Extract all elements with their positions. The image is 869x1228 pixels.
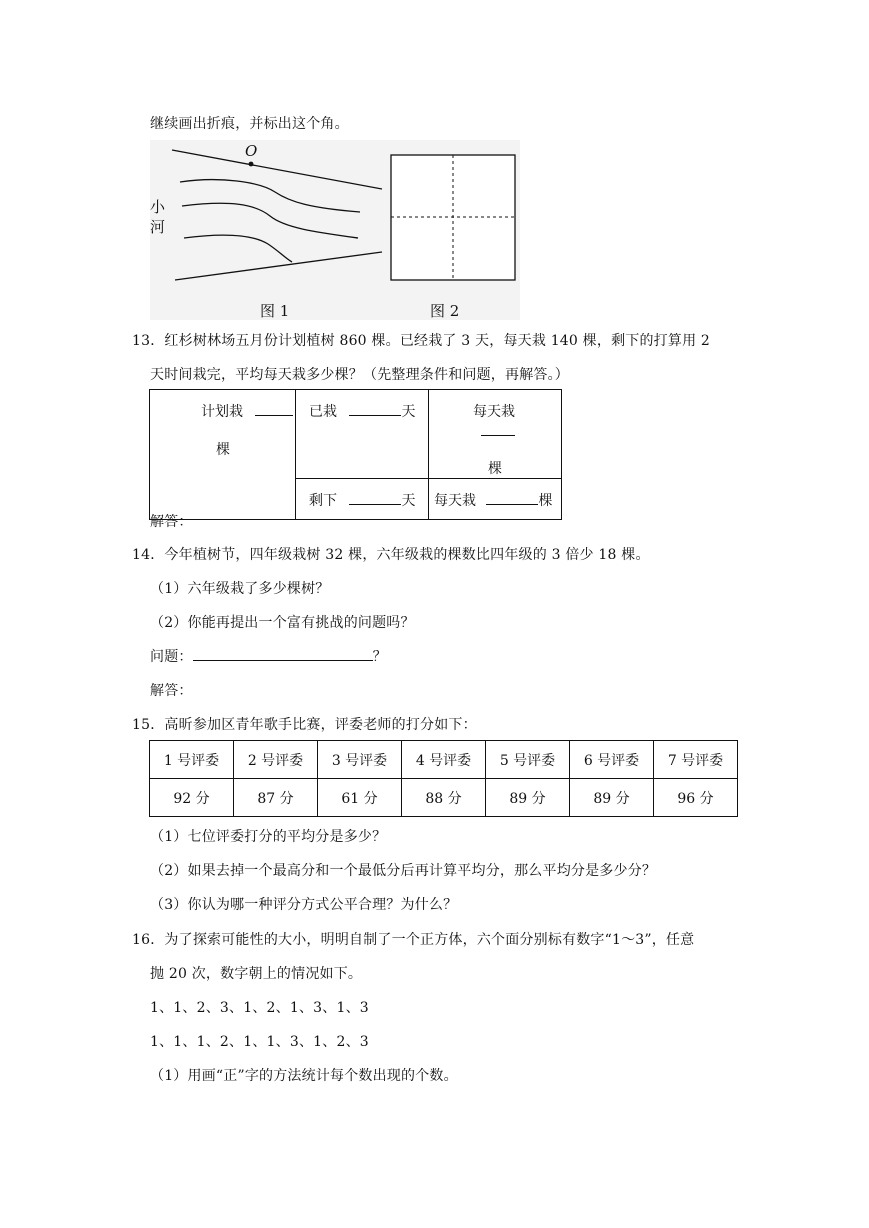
daily-unit: 棵 — [488, 461, 502, 477]
q14-answer-label: 解答： — [150, 683, 193, 699]
done-blank[interactable] — [349, 401, 401, 416]
daily-label: 每天栽 — [473, 404, 515, 420]
q16-sequence-1: 1、1、2、3、1、2、1、3、1、3 — [150, 1000, 369, 1016]
q14-question-row — [150, 646, 387, 666]
q15-sub1: （1）七位评委打分的平均分是多少？ — [150, 829, 387, 845]
q15-line1: 15．高昕参加区青年歌手比赛，评委老师的打分如下： — [132, 717, 477, 733]
q15-sub3: （3）你认为哪一种评分方式公平合理？为什么？ — [150, 897, 458, 913]
score-cell: 92 分 — [150, 779, 234, 817]
judge-cell: 4 号评委 — [402, 741, 486, 779]
judge-cell: 6 号评委 — [570, 741, 654, 779]
rest-daily-label: 每天栽 — [434, 493, 476, 509]
rest-daily-blank[interactable] — [486, 490, 538, 505]
point-o — [249, 162, 254, 167]
judge-cell: 2 号评委 — [234, 741, 318, 779]
q15-sub2: （2）如果去掉一个最高分和一个最低分后再计算平均分，那么平均分是多少分？ — [150, 863, 657, 879]
fig2-caption: 图 2 — [430, 302, 460, 320]
judge-cell: 5 号评委 — [486, 741, 570, 779]
q14-sub1: （1）六年级栽了多少棵树？ — [150, 581, 330, 597]
fig1-caption: 图 1 — [260, 302, 290, 320]
plan-unit: 棵 — [216, 442, 230, 458]
q16-sub1: （1）用画“正”字的方法统计每个数出现的个数。 — [150, 1068, 458, 1084]
daily-blank[interactable] — [481, 421, 515, 436]
q13-line1: 13．红杉树林场五月份计划植树 860 棵。已经栽了 3 天，每天栽 140 棵，剩下的打算用 2 — [132, 333, 711, 349]
daily-cell — [429, 390, 562, 479]
score-cell: 61 分 — [318, 779, 402, 817]
scores-row — [150, 779, 738, 817]
river-label-1: 小 — [150, 198, 166, 216]
score-cell: 89 分 — [486, 779, 570, 817]
q13-line2: 天时间栽完，平均每天栽多少棵？（先整理条件和问题，再解答。） — [150, 367, 569, 383]
q14-question-end: ？ — [372, 649, 387, 665]
score-cell: 88 分 — [402, 779, 486, 817]
judge-cell: 3 号评委 — [318, 741, 402, 779]
river-label-2: 河 — [150, 218, 166, 236]
judge-cell: 1 号评委 — [150, 741, 234, 779]
plan-cell — [150, 390, 296, 520]
score-cell: 96 分 — [654, 779, 738, 817]
judges-row — [150, 741, 738, 779]
done-label: 已栽 — [309, 404, 337, 420]
rest-blank[interactable] — [349, 490, 401, 505]
q12-instruction: 继续画出折痕，并标出这个角。 — [150, 116, 349, 132]
q14-sub2: （2）你能再提出一个富有挑战的问题吗？ — [150, 615, 415, 631]
rest-cell — [296, 479, 429, 520]
q14-line1: 14．今年植树节，四年级栽树 32 棵，六年级栽的棵数比四年级的 3 倍少 18 棵。 — [132, 547, 650, 563]
q14-question-label: 问题： — [150, 649, 193, 665]
judge-cell: 7 号评委 — [654, 741, 738, 779]
rest-unit: 天 — [401, 493, 416, 509]
q14-question-blank[interactable] — [193, 646, 373, 661]
point-o-label: O — [245, 142, 258, 160]
q15-score-table — [149, 740, 738, 817]
rest-daily-unit: 棵 — [538, 493, 553, 509]
q13-condition-table — [149, 389, 562, 520]
q16-line2: 抛 20 次，数字朝上的情况如下。 — [150, 966, 363, 982]
rest-label: 剩下 — [309, 493, 337, 509]
score-cell: 89 分 — [570, 779, 654, 817]
plan-label: 计划栽 — [201, 404, 243, 420]
q16-line1: 16．为了探索可能性的大小，明明自制了一个正方体，六个面分别标有数字“1～3”，任意 — [132, 932, 695, 948]
q13-answer-label: 解答： — [150, 514, 193, 530]
done-unit: 天 — [401, 404, 416, 420]
plan-blank[interactable] — [255, 401, 293, 416]
score-cell: 87 分 — [234, 779, 318, 817]
q16-sequence-2: 1、1、1、2、1、1、3、1、2、3 — [150, 1034, 369, 1050]
done-cell — [296, 390, 429, 479]
rest-daily-cell — [429, 479, 562, 520]
q12-figure — [150, 140, 520, 320]
